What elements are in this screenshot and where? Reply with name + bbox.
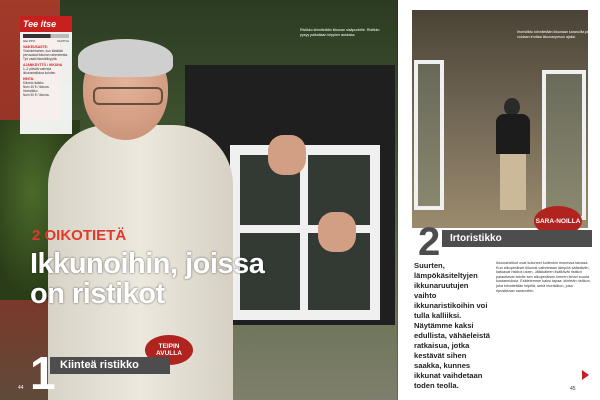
section-1-title-bar <box>50 357 170 374</box>
section-2-title-bar <box>442 230 592 247</box>
page-number-right: 45 <box>570 386 576 392</box>
section-tag: Tee itse <box>20 16 72 32</box>
section-2-title: Irtoristikko <box>450 233 502 244</box>
hinges-badge: SARA-NOILLA <box>534 206 582 236</box>
window-right <box>542 70 586 220</box>
article-subtitle: 2 OIKOTIETÄ <box>32 227 127 244</box>
body-paragraph: Ikkunaristikot ovat kuluneet kuitenkin monessa talossa. Kun alkuperäiset ikkunat vaihdetaan lämpöä säästäviin, katoavat ristikot usein. Jälkikäteen lisättävät ristikot palauttavat talolle sen alkuperäisen ilmeen ilman suuria kustannuksia. Esittelemme kaksi tapaa: kiinteän ristikon, joka kiinnitetään teipillä, sekä irtoristikon, joka ripustetaan saranoihin. <box>496 261 591 293</box>
glasses <box>93 87 163 105</box>
tape-badge: TEIPIN AVULLA <box>145 335 193 365</box>
right-page-photo <box>412 10 588 228</box>
section-1-title: Kiinteä ristikko <box>60 359 139 371</box>
man-hair <box>78 39 173 77</box>
lead-paragraph: Suurten, lämpökäsiteltyjen ikkunaruutujen vaihto ikkunaristikoihin voi tulla kalliiksi. Näytämme kaksi edullista, vähäeleistä ratkaisua, jotka kestävät sihen saakka, kunnes ikkunat vaihdetaan toden teolla. <box>414 261 490 390</box>
window-muntin-horizontal <box>230 225 380 233</box>
person-figure <box>496 98 532 210</box>
hand-upper <box>268 135 306 175</box>
sidebar-heading-time: AJANKÄYTTÖ / IKKUNA <box>23 63 63 67</box>
info-sidebar <box>20 16 72 134</box>
window-left <box>414 60 444 210</box>
sidebar-text-time: 1–2 päivää valmista ikkunaristikkoa kohden. <box>23 67 57 75</box>
sidebar-text-price: Kiinteä ristikko Noin 40 € / ikkuna. Irtoristikko Noin 50 € / ikkuna. <box>23 81 50 97</box>
next-page-arrow-icon <box>582 370 589 380</box>
left-photo-caption: Ristikko kiinnitetään ikkunan sisäpuolelle. Ristikko pysyy paikallaan teippien ansiosta. <box>300 28 380 37</box>
sidebar-text-difficulty: Yksinkertainen, kun käsittää perusasiat ikkunan rakenteesta. Työ vaatii täsmällisyyttä. <box>23 49 69 61</box>
section-2-number: 2 <box>418 220 441 264</box>
sidebar-heading-price: HINTA: <box>23 77 35 81</box>
difficulty-label-hard: VAATIVA <box>56 39 69 43</box>
section-1-number: 1 <box>30 347 56 399</box>
right-photo-caption: Irtoristikko kiinnitetään ikkunaan saranoilla ja voidaan irrottaa ikkunanpesun ajaksi. <box>517 30 589 39</box>
article-title: Ikkunoihin, joissa on ristikot <box>30 248 265 310</box>
sidebar-heading-difficulty: VAIKEUSASTE: <box>23 45 48 49</box>
man-figure <box>48 45 233 400</box>
page-number-left: 44 <box>18 385 24 391</box>
difficulty-label-easy: HELPPO <box>23 39 36 43</box>
hand-lower <box>318 212 356 252</box>
difficulty-bar <box>23 34 69 38</box>
